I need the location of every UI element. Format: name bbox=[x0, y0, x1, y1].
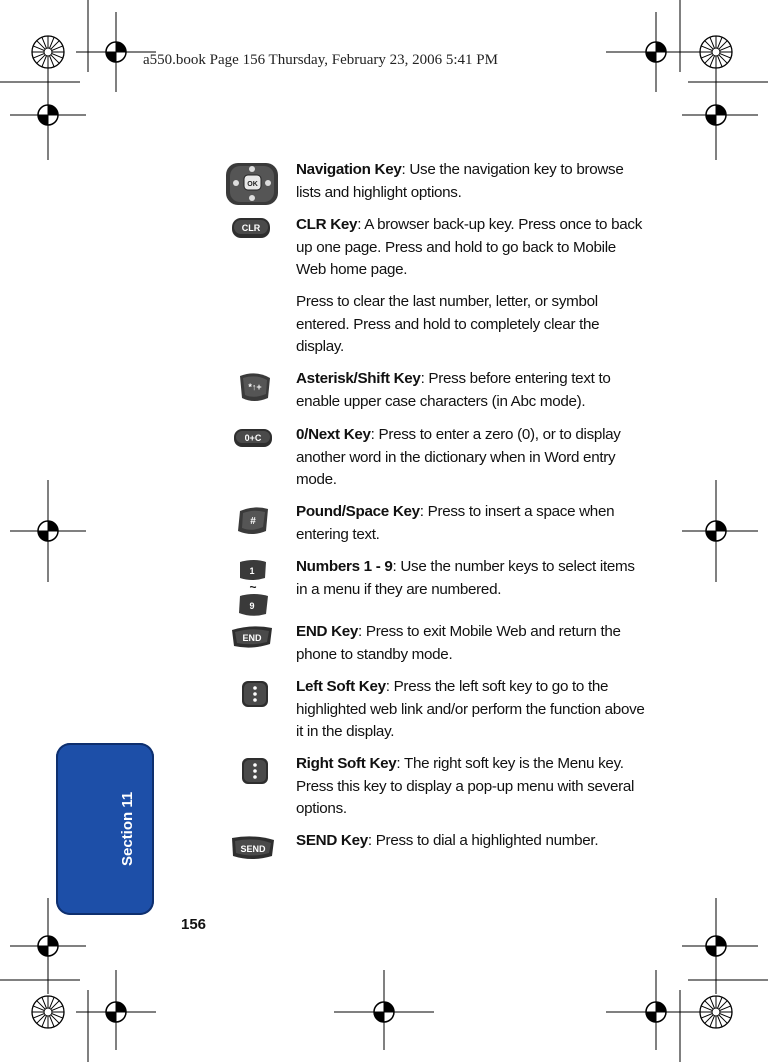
entry-zero-next-key bbox=[296, 424, 646, 492]
entry-term: Asterisk/Shift Key bbox=[296, 370, 421, 387]
end-key-label: END bbox=[242, 633, 262, 643]
page-number: 156 bbox=[181, 916, 207, 933]
entry-term: Navigation Key bbox=[296, 161, 402, 178]
entry-clr-key-extra: Press to clear the last number, letter, or symbol entered. Press and hold to completely clear the display. bbox=[296, 293, 600, 355]
entry-left-soft-key bbox=[296, 676, 646, 744]
entry-navigation-key bbox=[296, 159, 646, 204]
entry-desc: : The right soft key is the Menu key. Press this key to display a pop-up menu with several options. bbox=[296, 755, 635, 817]
navigation-key-icon bbox=[224, 159, 280, 209]
section-tab-label: Section 11 bbox=[119, 791, 136, 866]
entry-term: Numbers 1 - 9 bbox=[296, 558, 393, 575]
entry-term: END Key bbox=[296, 623, 359, 640]
asterisk-key-label: *↑+ bbox=[248, 382, 262, 392]
left-soft-key-icon bbox=[240, 679, 270, 709]
entry-asterisk-key bbox=[296, 368, 646, 413]
entry-term: Right Soft Key bbox=[296, 755, 397, 772]
section-tab bbox=[56, 743, 154, 915]
end-key-icon bbox=[230, 624, 274, 650]
number-key-9-label: 9 bbox=[249, 601, 255, 611]
entry-desc: : Use the number keys to select items in a menu if they are numbered. bbox=[296, 558, 635, 598]
entry-term: Left Soft Key bbox=[296, 678, 386, 695]
entry-desc: : Press to insert a space when entering text. bbox=[296, 503, 615, 543]
entry-desc: : Press before entering text to enable upper case characters (in Abc mode). bbox=[296, 370, 611, 410]
entry-clr-key bbox=[296, 214, 646, 282]
number-keys-icon bbox=[234, 558, 274, 618]
send-key-label: SEND bbox=[240, 844, 266, 854]
right-soft-key-icon bbox=[240, 756, 270, 786]
number-range-separator: ~ bbox=[249, 580, 257, 594]
entry-desc: : Press to dial a highlighted number. bbox=[367, 832, 599, 849]
entry-end-key bbox=[296, 621, 646, 666]
clr-key-label: CLR bbox=[241, 223, 261, 233]
clr-key-icon bbox=[230, 216, 272, 240]
entry-term: 0/Next Key bbox=[296, 426, 371, 443]
entry-pound-key bbox=[296, 501, 646, 546]
zero-next-key-icon bbox=[232, 427, 274, 449]
entry-term: SEND Key bbox=[296, 832, 368, 849]
entry-term: Pound/Space Key bbox=[296, 503, 420, 520]
entry-desc: : A browser back-up key. Press once to back up one page. Press and hold to go back to Mobile Web home page. bbox=[296, 216, 643, 278]
pound-key-label: # bbox=[250, 516, 256, 527]
svg-text:OK: OK bbox=[247, 181, 258, 188]
pound-key-icon bbox=[234, 503, 272, 537]
print-header: a550.book Page 156 Thursday, February 23, 2006 5:41 PM bbox=[143, 52, 498, 68]
entry-right-soft-key bbox=[296, 753, 646, 821]
entry-desc: : Press the left soft key to go to the highlighted web link and/or perform the function above it in the display. bbox=[296, 678, 645, 740]
send-key-icon bbox=[230, 834, 276, 862]
entry-desc: : Use the navigation key to browse lists and highlight options. bbox=[296, 161, 624, 201]
entry-send-key bbox=[296, 830, 646, 853]
entry-desc: : Press to exit Mobile Web and return the phone to standby mode. bbox=[296, 623, 621, 663]
entry-desc: : Press to enter a zero (0), or to display another word in the dictionary when in Word entry mode. bbox=[296, 426, 621, 488]
entry-term: CLR Key bbox=[296, 216, 358, 233]
number-key-1-label: 1 bbox=[249, 566, 255, 576]
zero-next-key-label: 0+C bbox=[244, 433, 262, 443]
asterisk-key-icon bbox=[236, 370, 274, 404]
entry-number-keys bbox=[296, 556, 646, 601]
